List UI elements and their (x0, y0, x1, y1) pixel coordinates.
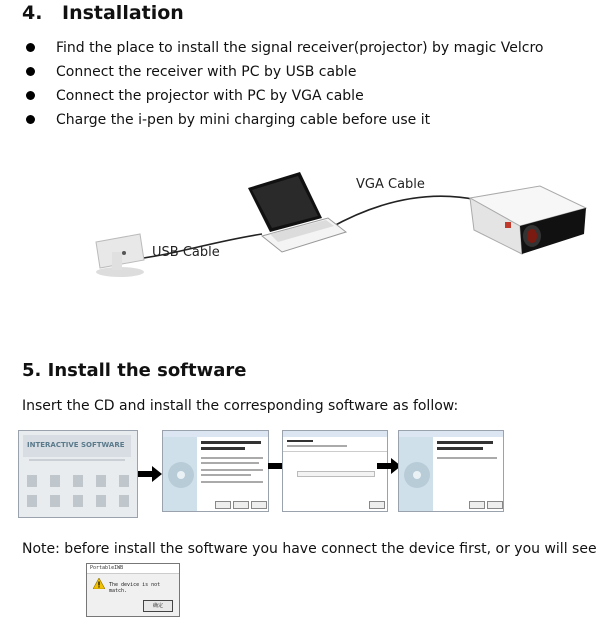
section-number: 4. (22, 2, 43, 24)
bullet-icon (26, 91, 35, 100)
ok-button[interactable]: 确定 (143, 600, 173, 612)
note-text: Note: before install the software you have connect the device first, or you will see (22, 541, 597, 557)
bullet-icon (26, 115, 35, 124)
menu-icon (27, 475, 37, 487)
error-dialog (86, 563, 180, 617)
bullet-icon (26, 67, 35, 76)
section-title: Installation (62, 2, 184, 24)
laptop-icon (248, 172, 346, 252)
wizard-cancel-button (487, 501, 503, 509)
menu-icon (96, 475, 106, 487)
vga-cable (330, 196, 478, 228)
menu-icon (73, 475, 83, 487)
wizard-complete-screenshot (398, 430, 504, 512)
list-item: Connect the receiver with PC by USB cable (24, 62, 544, 86)
usb-cable-label: USB Cable (152, 245, 220, 260)
projector-icon (470, 186, 586, 254)
menu-icon (50, 475, 60, 487)
dialog-message: The device is not match. (109, 582, 161, 594)
wizard-welcome-screenshot (162, 430, 269, 512)
cd-icon (167, 461, 195, 489)
wizard-back-button (215, 501, 231, 509)
connection-diagram (0, 160, 614, 300)
software-menu-screenshot (18, 430, 138, 518)
wizard-progress-screenshot (282, 430, 388, 512)
list-item: Connect the projector with PC by VGA cable (24, 86, 544, 110)
menu-icon (73, 495, 83, 507)
installation-steps (24, 38, 544, 134)
arrow-right-icon (138, 466, 162, 482)
dialog-title: PortableIWB (87, 564, 179, 574)
menu-title: INTERACTIVE SOFTWARE (27, 441, 125, 449)
menu-icon (119, 495, 129, 507)
cd-icon (403, 461, 431, 489)
warning-icon (93, 578, 105, 589)
progress-bar (297, 471, 375, 477)
list-item: Charge the i-pen by mini charging cable before use it (24, 110, 544, 134)
menu-icon (27, 495, 37, 507)
menu-icon (119, 475, 129, 487)
list-item: Find the place to install the signal receiver(projector) by magic Velcro (24, 38, 544, 62)
installation-heading (22, 2, 184, 24)
software-intro: Insert the CD and install the corresponding software as follow: (22, 398, 459, 414)
receiver-icon (96, 234, 144, 277)
wizard-cancel-button (369, 501, 385, 509)
wizard-cancel-button (251, 501, 267, 509)
software-heading: 5. Install the software (22, 360, 247, 381)
bullet-icon (26, 43, 35, 52)
menu-icon (96, 495, 106, 507)
wizard-finish-button (469, 501, 485, 509)
vga-cable-label: VGA Cable (356, 177, 425, 192)
wizard-next-button (233, 501, 249, 509)
menu-icon (50, 495, 60, 507)
